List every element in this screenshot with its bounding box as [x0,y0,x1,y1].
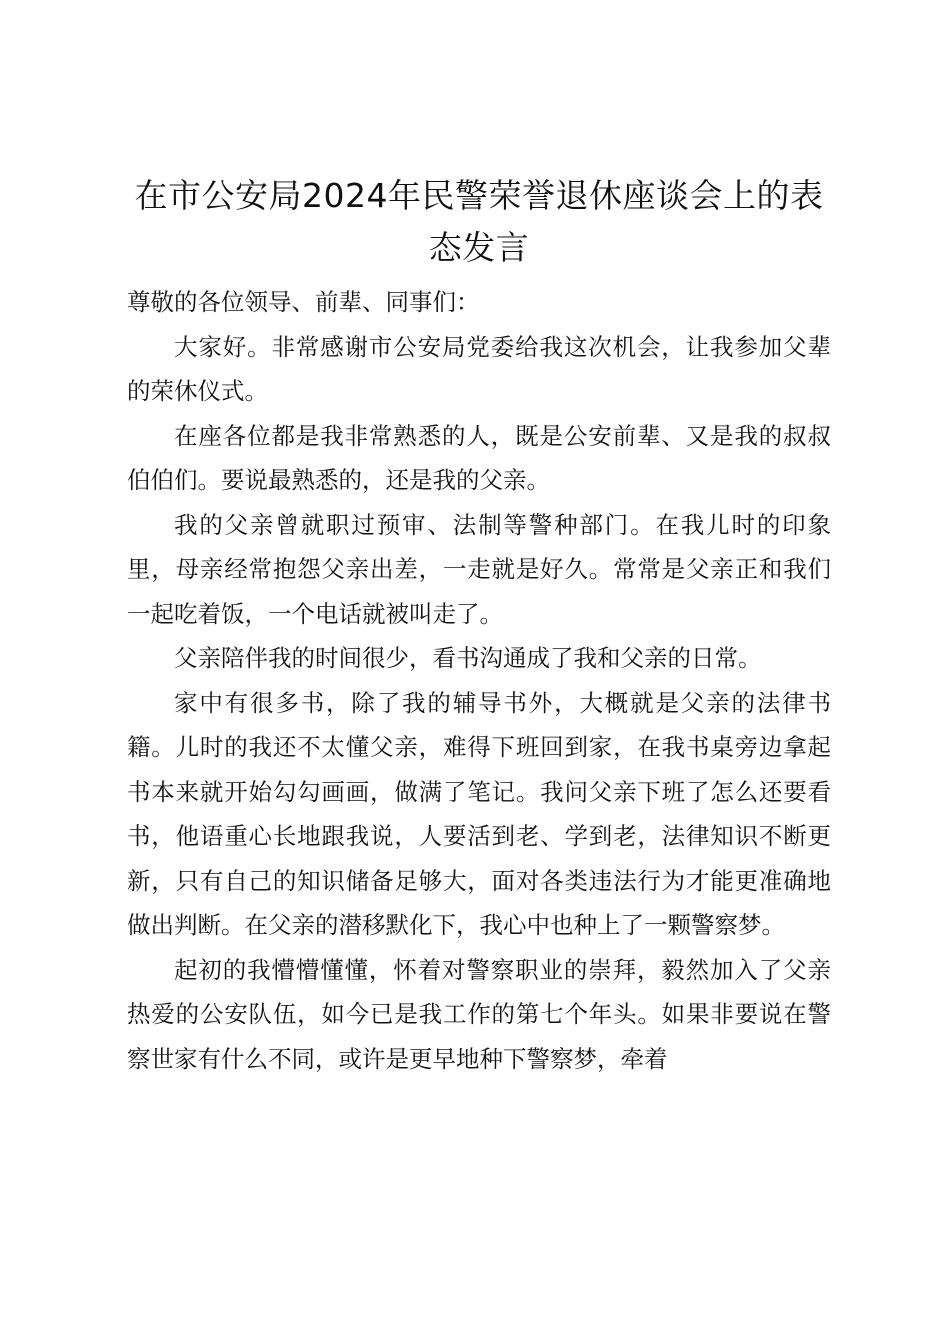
paragraph-3: 我的父亲曾就职过预审、法制等警种部门。在我儿时的印象里，母亲经常抱怨父亲出差，一走就是好久。常常是父亲正和我们一起吃着饭，一个电话就被叫走了。 [127,510,831,628]
paragraph-1: 大家好。非常感谢市公安局党委给我这次机会，让我参加父辈的荣休仪式。 [127,332,831,405]
paragraph-2: 在座各位都是我非常熟悉的人，既是公安前辈、又是我的叔叔伯伯们。要说最熟悉的，还是我的父亲。 [127,421,831,494]
document-page [127,170,831,1081]
paragraph-5: 家中有很多书，除了我的辅导书外，大概就是父亲的法律书籍。儿时的我还不太懂父亲，难得下班回到家，在我书桌旁边拿起书本来就开始勾勾画画，做满了笔记。我问父亲下班了怎么还要看书，他语重心长地跟我说，人要活到老、学到老，法律知识不断更新，只有自己的知识储备足够大，面对各类违法行为才能更准确地做出判断。在父亲的潜移默化下，我心中也种上了一颗警察梦。 [127,688,831,939]
greeting: 尊敬的各位领导、前辈、同事们： [127,288,480,316]
document-title: 在市公安局2024年民警荣誉退休座谈会上的表态发言 [134,176,824,267]
paragraph-4: 父亲陪伴我的时间很少，看书沟通成了我和父亲的日常。 [174,644,762,672]
paragraph-6: 起初的我懵懵懂懂，怀着对警察职业的崇拜，毅然加入了父亲热爱的公安队伍，如今已是我工作的第七个年头。如果非要说在警察世家有什么不同，或许是更早地种下警察梦，牵着 [127,955,831,1073]
